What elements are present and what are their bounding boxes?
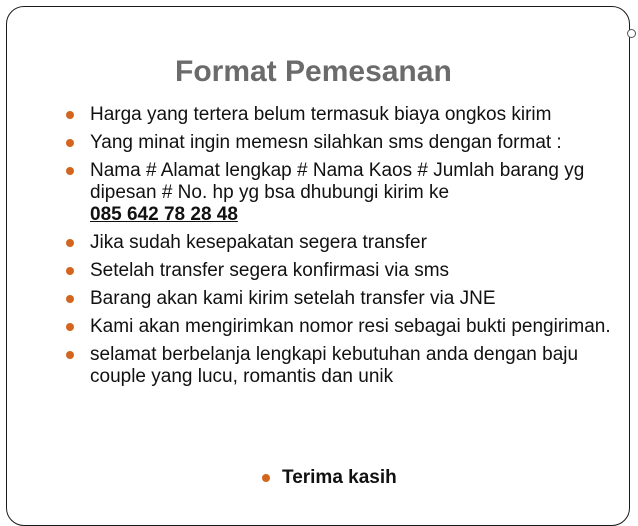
bullet-text: Harga yang tertera belum termasuk biaya ongkos kirim bbox=[90, 104, 552, 125]
bullet-icon bbox=[66, 351, 74, 359]
bullet-item-delivery bbox=[66, 288, 611, 310]
slide-title: Format Pemesanan bbox=[175, 55, 452, 88]
bullet-item-transfer bbox=[66, 232, 611, 254]
bullet-item-order-format bbox=[66, 132, 611, 154]
bullet-item-confirm bbox=[66, 260, 611, 282]
phone-number: 085 642 78 28 48 bbox=[90, 204, 238, 225]
bullet-item-sms-template bbox=[66, 160, 611, 226]
bullet-icon bbox=[66, 295, 74, 303]
bullet-text: Kami akan mengirimkan nomor resi sebagai bukti pengiriman. bbox=[90, 316, 611, 337]
bullet-icon bbox=[66, 323, 74, 331]
closing-line bbox=[262, 467, 397, 489]
bullet-icon bbox=[262, 474, 270, 482]
bullet-icon bbox=[66, 267, 74, 275]
bullet-item-shipping bbox=[66, 104, 611, 126]
bullet-text: Jika sudah kesepakatan segera transfer bbox=[90, 232, 427, 253]
bullet-icon bbox=[66, 111, 74, 119]
bullet-list bbox=[66, 104, 611, 394]
bullet-text: Setelah transfer segera konfirmasi via sms bbox=[90, 260, 450, 281]
bullet-text: Barang akan kami kirim setelah transfer via JNE bbox=[90, 288, 496, 309]
bullet-icon bbox=[66, 167, 74, 175]
bullet-item-shopping bbox=[66, 344, 611, 388]
bullet-text: Nama # Alamat lengkap # Nama Kaos # Jumlah barang yg dipesan # No. hp yg bsa dhubungi kirim ke bbox=[90, 160, 585, 203]
corner-circle bbox=[627, 29, 636, 38]
closing-text: Terima kasih bbox=[282, 467, 397, 488]
bullet-icon bbox=[66, 139, 74, 147]
bullet-item-receipt bbox=[66, 316, 611, 338]
bullet-text: selamat berbelanja lengkapi kebutuhan anda dengan baju couple yang lucu, romantis dan unik bbox=[90, 344, 579, 387]
bullet-icon bbox=[66, 239, 74, 247]
bullet-text: Yang minat ingin memesn silahkan sms dengan format : bbox=[90, 132, 562, 153]
